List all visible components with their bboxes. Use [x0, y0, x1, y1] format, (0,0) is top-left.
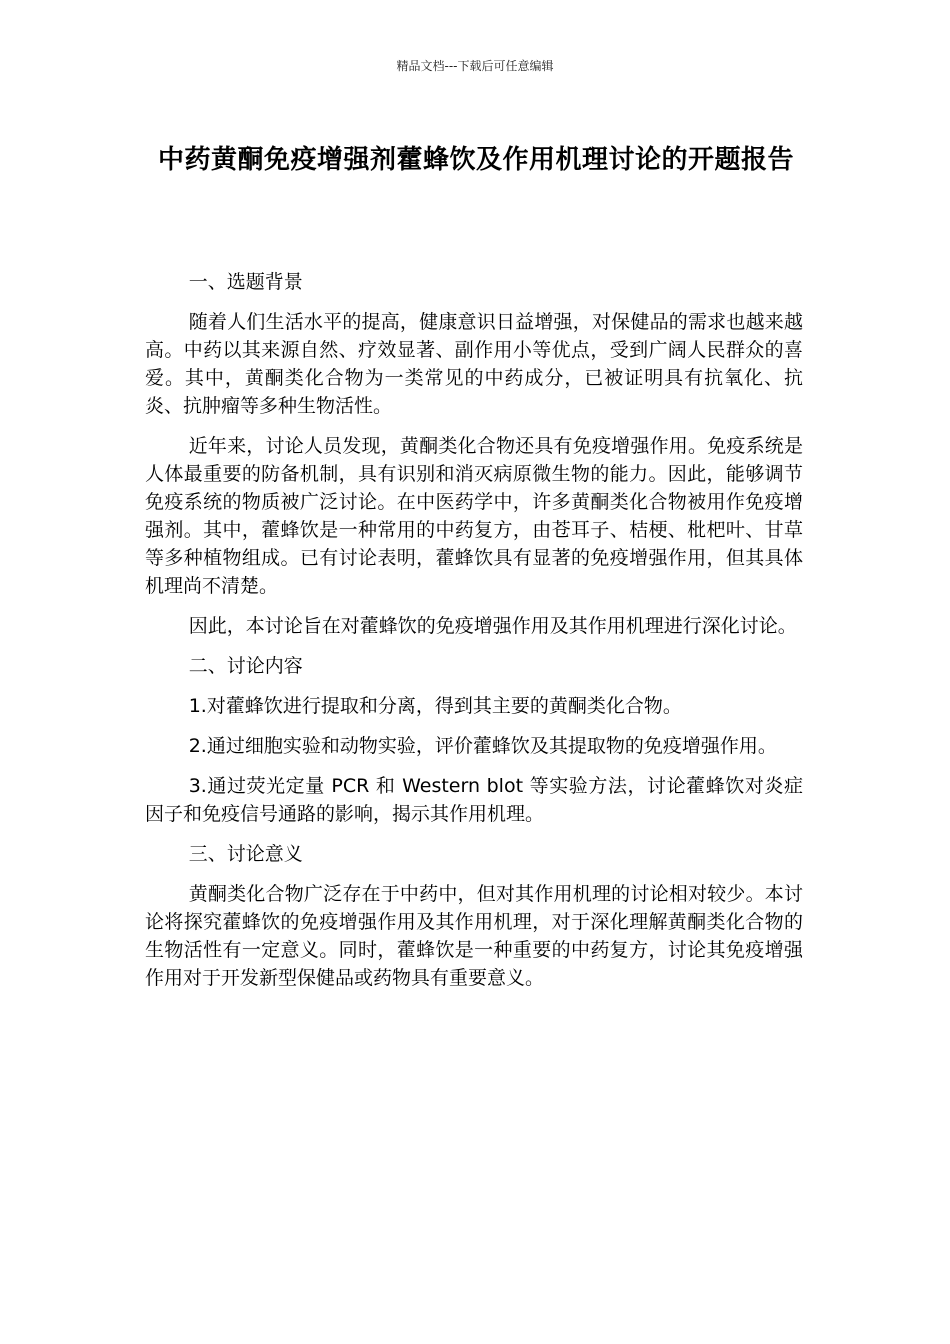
list-item: 2.通过细胞实验和动物实验，评价藿蜂饮及其提取物的免疫增强作用。 — [188, 735, 777, 757]
document-body — [145, 268, 803, 1004]
section-heading-significance: 三、讨论意义 — [188, 843, 303, 865]
paragraph: 因此，本讨论旨在对藿蜂饮的免疫增强作用及其作用机理进行深化讨论。 — [188, 615, 797, 637]
document-title: 中药黄酮免疫增强剂藿蜂饮及作用机理讨论的开题报告 — [157, 145, 794, 175]
section-heading-background: 一、选题背景 — [188, 271, 303, 293]
paragraph: 近年来，讨论人员发现，黄酮类化合物还具有免疫增强作用。免疫系统是人体最重要的防备机制，具有识别和消灭病原微生物的能力。因此，能够调节免疫系统的物质被广泛讨论。在中医药学中，许多黄酮类化合物被用作免疫增强剂。其中，藿蜂饮是一种常用的中药复方，由苍耳子、桔梗、枇杷叶、甘草等多种植物组成。已有讨论表明，藿蜂饮具有显著的免疫增强作用，但其具体机理尚不清楚。 — [145, 435, 803, 597]
header-note: 精品文档---下载后可任意编辑 — [396, 59, 554, 73]
section-heading-content: 二、讨论内容 — [188, 655, 303, 677]
list-item: 1.对藿蜂饮进行提取和分离，得到其主要的黄酮类化合物。 — [188, 695, 682, 717]
paragraph: 黄酮类化合物广泛存在于中药中，但对其作用机理的讨论相对较少。本讨论将探究藿蜂饮的免疫增强作用及其作用机理，对于深化理解黄酮类化合物的生物活性有一定意义。同时，藿蜂饮是一种重要的中药复方，讨论其免疫增强作用对于开发新型保健品或药物具有重要意义。 — [145, 883, 803, 989]
paragraph: 随着人们生活水平的提高，健康意识日益增强，对保健品的需求也越来越高。中药以其来源自然、疗效显著、副作用小等优点，受到广阔人民群众的喜爱。其中，黄酮类化合物为一类常见的中药成分，已被证明具有抗氧化、抗炎、抗肿瘤等多种生物活性。 — [145, 311, 803, 417]
list-item: 3.通过荧光定量 PCR 和 Western blot 等实验方法，讨论藿蜂饮对炎症因子和免疫信号通路的影响，揭示其作用机理。 — [145, 775, 803, 825]
